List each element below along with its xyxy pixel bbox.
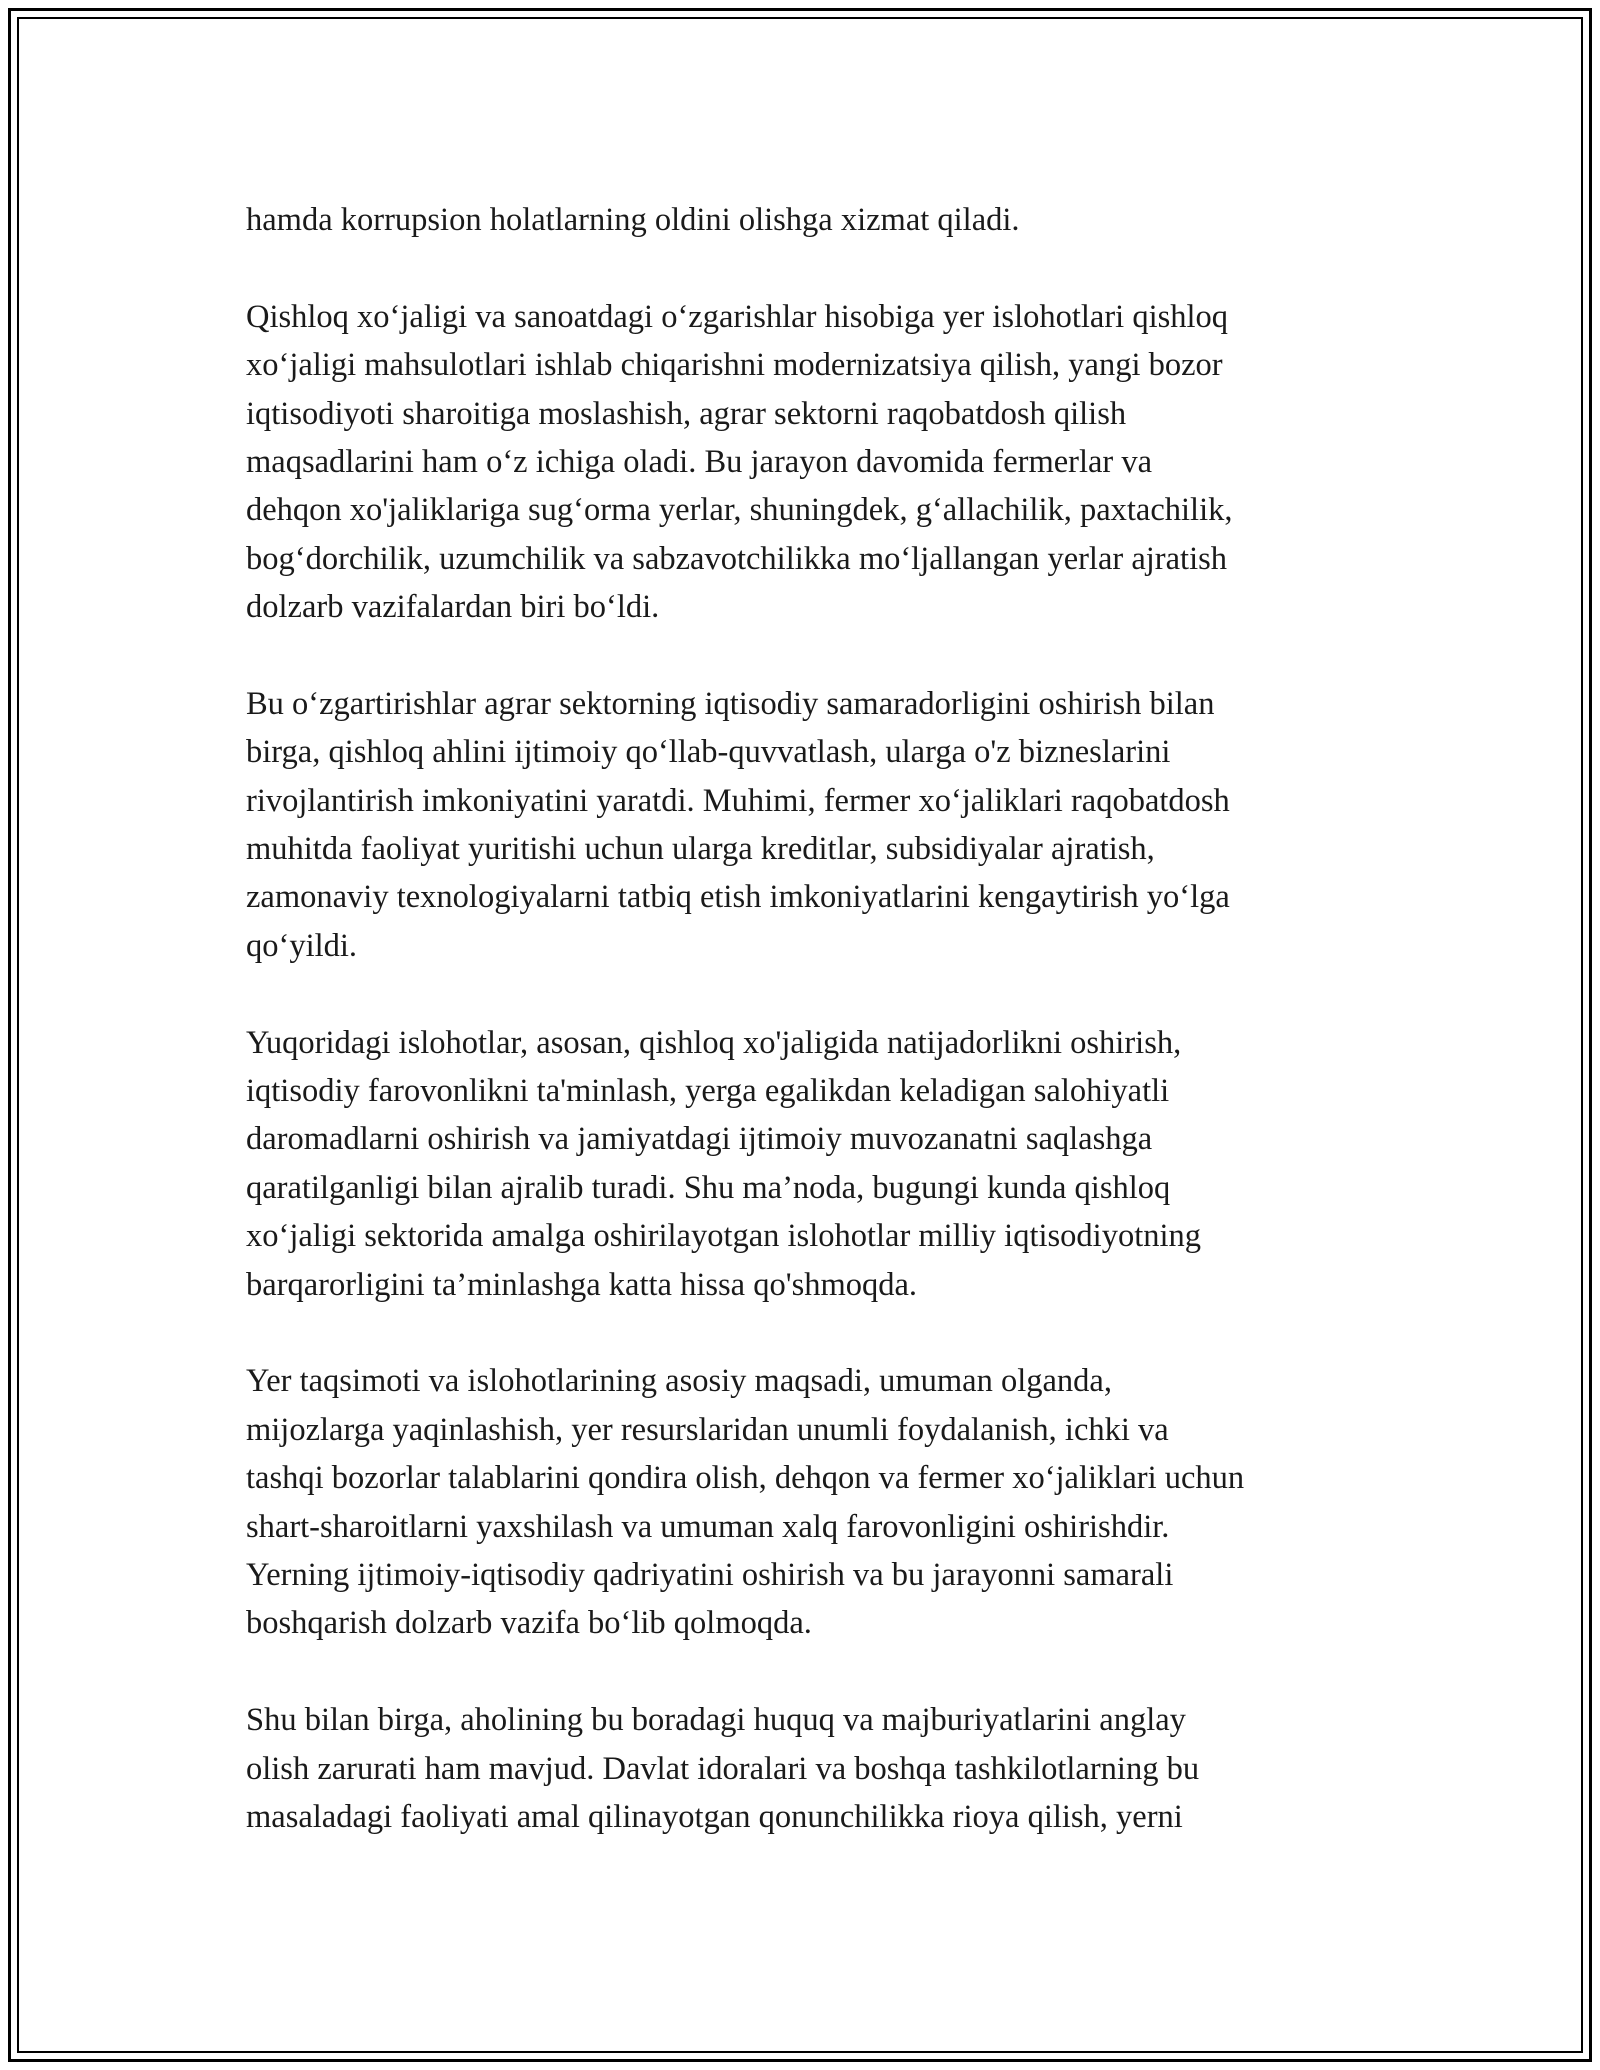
- text-line: dolzarb vazifalardan biri bo‘ldi.: [246, 589, 660, 626]
- text-line: tashqi bozorlar talablarini qondira olish, dehqon va fermer xo‘jaliklari uchun: [246, 1460, 1245, 1497]
- text-line: boshqarish dolzarb vazifa bo‘lib qolmoqda.: [246, 1605, 812, 1642]
- paragraph-5: [246, 1357, 1426, 1647]
- text-line: barqarorligini ta’minlashga katta hissa qo'shmoqda.: [246, 1266, 918, 1303]
- text-line: xo‘jaligi sektorida amalga oshirilayotgan islohotlar milliy iqtisodiyotning: [246, 1218, 1202, 1255]
- paragraph-gap: [246, 1309, 1426, 1357]
- text-line: muhitda faoliyat yuritishi uchun ularga kreditlar, subsidiyalar ajratish,: [246, 831, 1155, 868]
- text-line: olish zarurati ham mavjud. Davlat idoralari va boshqa tashkilotlarning bu: [246, 1750, 1200, 1787]
- text-line: dehqon xo'jaliklariga sug‘orma yerlar, shuningdek, g‘allachilik, paxtachilik,: [246, 492, 1233, 529]
- text-line: Shu bilan birga, aholining bu boradagi huquq va majburiyatlarini anglay: [246, 1702, 1186, 1739]
- text-line: Yer taqsimoti va islohotlarining asosiy maqsadi, umuman olganda,: [246, 1363, 1112, 1400]
- text-line: Qishloq xo‘jaligi va sanoatdagi o‘zgarishlar hisobiga yer islohotlari qishloq: [246, 298, 1229, 335]
- paragraph-gap: [246, 1648, 1426, 1696]
- paragraph-6: [246, 1696, 1426, 1841]
- paragraph-gap: [246, 244, 1426, 292]
- text-line: Bu o‘zgartirishlar agrar sektorning iqtisodiy samaradorligini oshirish bilan: [246, 685, 1215, 722]
- text-line: Yerning ijtimoiy-iqtisodiy qadriyatini oshirish va bu jarayonni samarali: [246, 1556, 1174, 1593]
- text-line: shart-sharoitlarni yaxshilash va umuman xalq farovonligini oshirishdir.: [246, 1508, 1170, 1545]
- paragraph-1: [246, 196, 1426, 244]
- paragraph-4: [246, 1019, 1426, 1309]
- text-line: xo‘jaligi mahsulotlari ishlab chiqarishni modernizatsiya qilish, yangi bozor: [246, 347, 1223, 384]
- paragraph-gap: [246, 970, 1426, 1018]
- text-line: iqtisodiy farovonlikni ta'minlash, yerga egalikdan keladigan salohiyatli: [246, 1073, 1170, 1110]
- text-line: daromadlarni oshirish va jamiyatdagi ijtimoiy muvozanatni saqlashga: [246, 1121, 1153, 1158]
- text-line: maqsadlarini ham o‘z ichiga oladi. Bu jarayon davomida fermerlar va: [246, 443, 1153, 480]
- text-line: iqtisodiyoti sharoitiga moslashish, agrar sektorni raqobatdosh qilish: [246, 395, 1127, 432]
- text-line: bog‘dorchilik, uzumchilik va sabzavotchilikka mo‘ljallangan yerlar ajratish: [246, 540, 1227, 577]
- page-frame: [8, 8, 1592, 2062]
- text-line: zamonaviy texnologiyalarni tatbiq etish imkoniyatlarini kengaytirish yo‘lga: [246, 879, 1230, 916]
- paragraph-2: [246, 293, 1426, 632]
- text-line: hamda korrupsion holatlarning oldini olishga xizmat qiladi.: [246, 202, 1020, 238]
- document-body: [246, 196, 1426, 1841]
- paragraph-3: [246, 680, 1426, 970]
- text-line: birga, qishloq ahlini ijtimoiy qo‘llab-quvvatlash, ularga o'z bizneslarini: [246, 734, 1171, 771]
- paragraph-gap: [246, 632, 1426, 680]
- text-line: qo‘yildi.: [246, 927, 358, 964]
- text-line: rivojlantirish imkoniyatini yaratdi. Muhimi, fermer xo‘jaliklari raqobatdosh: [246, 782, 1230, 819]
- text-line: mijozlarga yaqinlashish, yer resurslaridan unumli foydalanish, ichki va: [246, 1411, 1169, 1448]
- text-line: masaladagi faoliyati amal qilinayotgan qonunchilikka rioya qilish, yerni: [246, 1798, 1183, 1835]
- text-line: Yuqoridagi islohotlar, asosan, qishloq xo'jaligida natijadorlikni oshirish,: [246, 1024, 1182, 1061]
- text-line: qaratilganligi bilan ajralib turadi. Shu ma’noda, bugungi kunda qishloq: [246, 1169, 1171, 1206]
